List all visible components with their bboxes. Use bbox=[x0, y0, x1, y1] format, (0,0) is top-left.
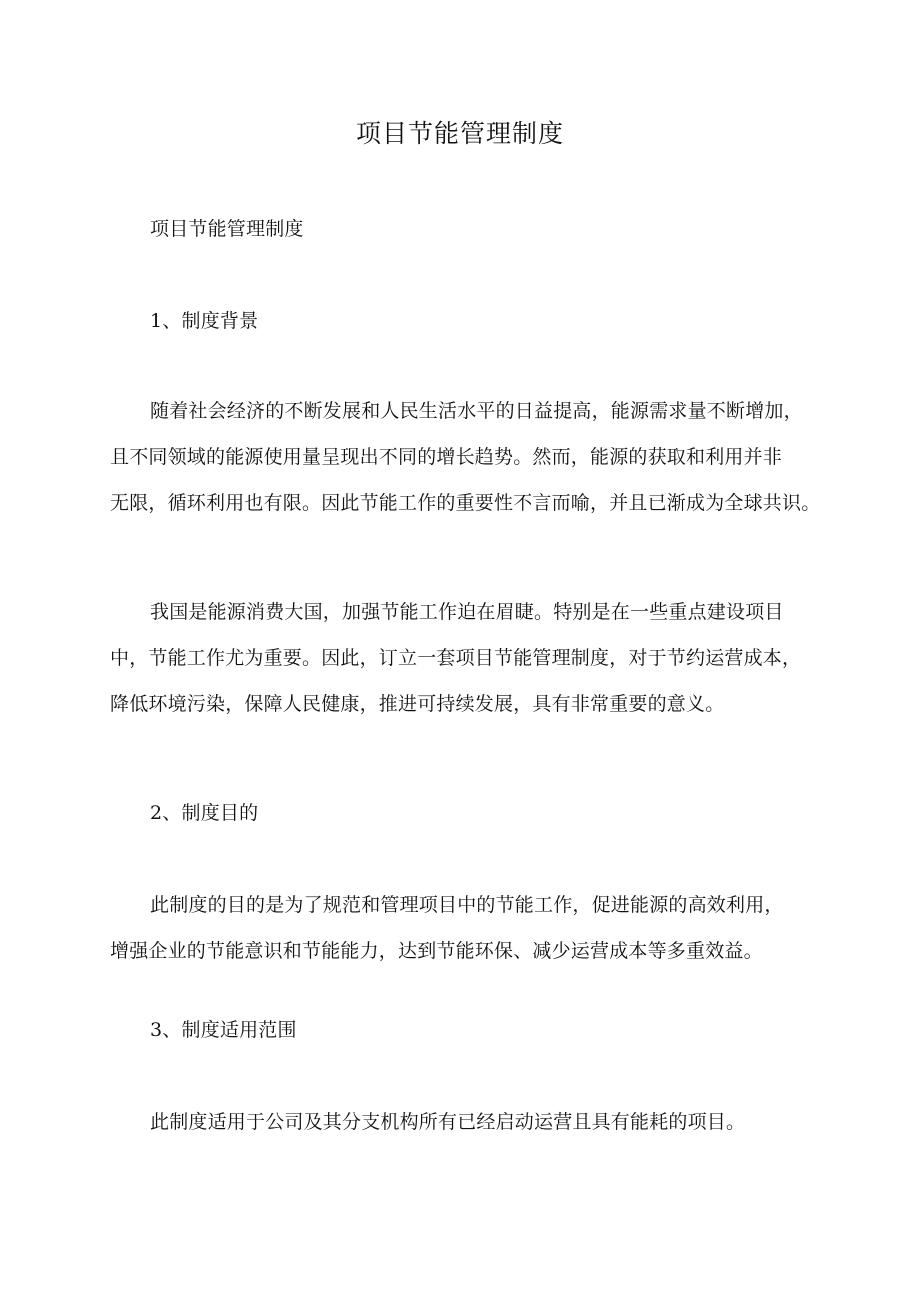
subtitle-text: 项目节能管理制度 bbox=[150, 218, 304, 240]
paragraph-line: 降低环境污染，保障人民健康，推进可持续发展，具有非常重要的意义。 bbox=[110, 693, 725, 715]
section-heading-background bbox=[110, 298, 830, 344]
paragraph-line: 我国是能源消费大国，加强节能工作迫在眉睫。特别是在一些重点建设项目 bbox=[150, 601, 784, 623]
document-title: 项目节能管理制度 bbox=[355, 119, 564, 148]
paragraph-line: 中，节能工作尤为重要。因此，订立一套项目节能管理制度，对于节约运营成本， bbox=[110, 647, 802, 669]
paragraph-line: 此制度的目的是为了规范和管理项目中的节能工作，促进能源的高效利用， bbox=[150, 894, 784, 916]
paragraph-line: 且不同领域的能源使用量呈现出不同的增长趋势。然而，能源的获取和利用并非 bbox=[110, 446, 783, 468]
paragraph-line: 随着社会经济的不断发展和人民生活水平的日益提高，能源需求量不断增加， bbox=[150, 400, 803, 422]
paragraph-line: 此制度适用于公司及其分支机构所有已经启动运营且具有能耗的项目。 bbox=[150, 1111, 746, 1133]
document-subtitle bbox=[110, 206, 830, 252]
section-heading-purpose bbox=[110, 790, 830, 836]
paragraph-background-2 bbox=[110, 589, 830, 727]
paragraph-purpose bbox=[110, 882, 830, 974]
heading-text: 1、制度背景 bbox=[150, 310, 259, 332]
paragraph-background-1 bbox=[110, 388, 830, 526]
heading-text: 2、制度目的 bbox=[150, 802, 259, 824]
paragraph-line: 无限，循环利用也有限。因此节能工作的重要性不言而喻，并且已渐成为全球共识。 bbox=[110, 492, 821, 514]
section-heading-scope bbox=[110, 1007, 830, 1053]
paragraph-scope bbox=[110, 1099, 830, 1145]
heading-text: 3、制度适用范围 bbox=[150, 1019, 297, 1041]
paragraph-line: 增强企业的节能意识和节能能力，达到节能环保、减少运营成本等多重效益。 bbox=[110, 940, 763, 962]
